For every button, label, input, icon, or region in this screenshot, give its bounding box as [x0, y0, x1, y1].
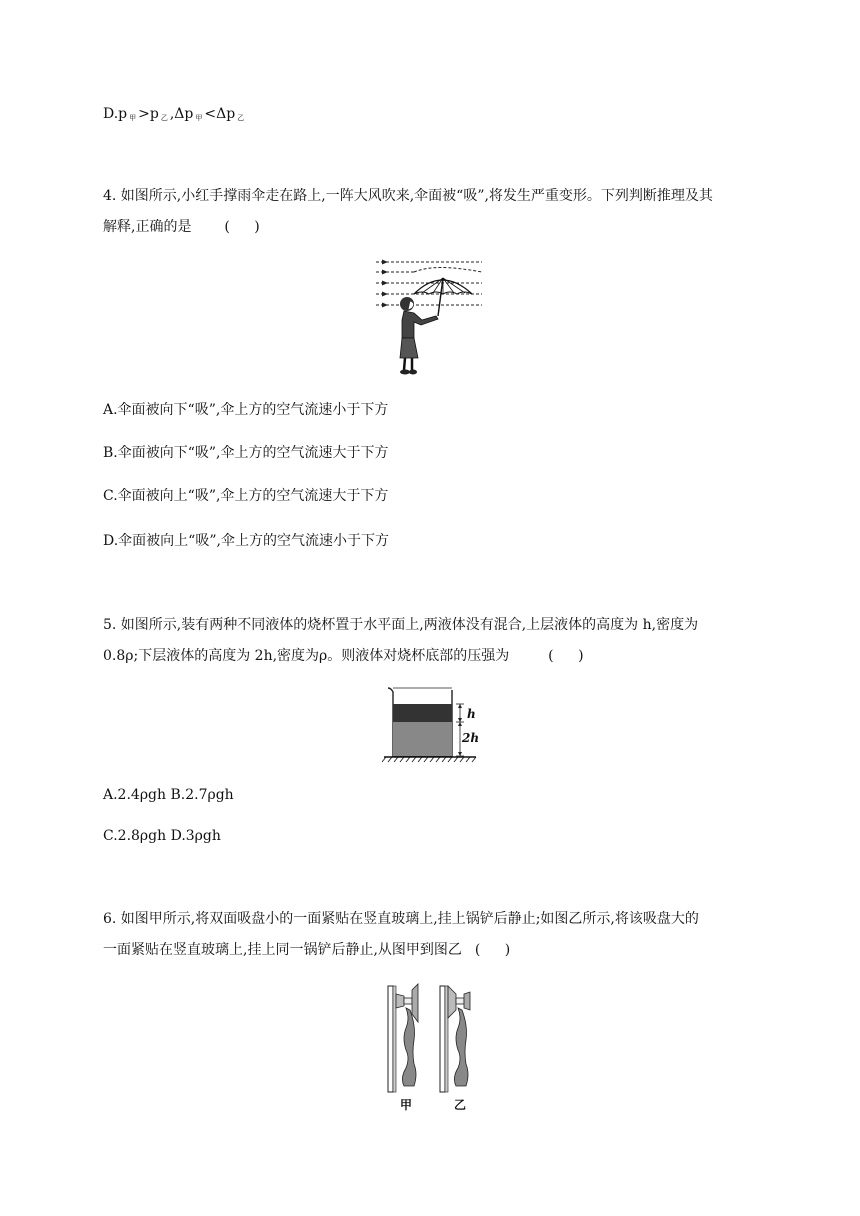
- subscript: 甲: [129, 114, 137, 122]
- q4-option-a: A.伞面被向下“吸”,伞上方的空气流速小于下方: [103, 402, 389, 418]
- option-text: >p: [138, 106, 159, 122]
- q5-stem-line1: 5. 如图所示,装有两种不同液体的烧杯置于水平面上,两液体没有混合,上层液体的高度为 h,密度为: [103, 617, 699, 633]
- q5-stem-line2: [103, 646, 594, 666]
- subscript: 甲: [195, 114, 203, 122]
- q5-options-cd: C.2.8ρgh D.3ρgh: [103, 828, 221, 844]
- q6-stem-line1: 6. 如图甲所示,将双面吸盘小的一面紧贴在竖直玻璃上,挂上锅铲后静止;如图乙所示,将该吸盘大的: [103, 911, 699, 927]
- q4-stem-line2: [103, 217, 270, 237]
- beaker-diagram: [380, 684, 490, 766]
- q6-stem-line2: [103, 940, 520, 960]
- q5-stem-text: 0.8ρ;下层液体的高度为 2h,密度为ρ。则液体对烧杯底部的压强为: [103, 648, 510, 664]
- height-label-2h: 2h: [462, 731, 480, 745]
- q4-option-c: C.伞面被向上“吸”,伞上方的空气流速大于下方: [103, 488, 389, 504]
- q4-option-d: D.伞面被向上“吸”,伞上方的空气流速小于下方: [103, 533, 389, 549]
- q4-option-b: B.伞面被向下“吸”,伞上方的空气流速大于下方: [103, 445, 389, 461]
- figure-label-yi: 乙: [454, 1098, 467, 1112]
- option-text: D.p: [103, 106, 128, 122]
- suction-cup-diagram: [384, 978, 476, 1094]
- umbrella-wind-illustration: [374, 256, 486, 378]
- answer-blank: ( ): [548, 648, 594, 664]
- q4-stem-line1: 4. 如图所示,小红手撑雨伞走在路上,一阵大风吹来,伞面被“吸”,将发生严重变形。下列判断推理及其: [103, 188, 713, 204]
- answer-blank: ( ): [474, 942, 521, 958]
- height-label-h: h: [467, 707, 476, 721]
- subscript: 乙: [160, 114, 168, 122]
- q4-stem-text: 解释,正确的是: [103, 219, 192, 235]
- q5-options-ab: A.2.4ρgh B.2.7ρgh: [103, 787, 234, 803]
- suction-cup-figure: [384, 978, 476, 1116]
- beaker-figure: [380, 684, 490, 766]
- option-text: ,Δp: [169, 106, 194, 122]
- subscript: 乙: [237, 114, 245, 122]
- figure-label-jia: 甲: [400, 1098, 413, 1112]
- umbrella-figure: [374, 256, 486, 378]
- answer-blank: ( ): [224, 219, 270, 235]
- q6-stem-text: 一面紧贴在竖直玻璃上,挂上同一锅铲后静止,从图甲到图乙: [103, 942, 462, 958]
- prev-option-d: [103, 104, 246, 128]
- option-text: <Δp: [204, 106, 236, 122]
